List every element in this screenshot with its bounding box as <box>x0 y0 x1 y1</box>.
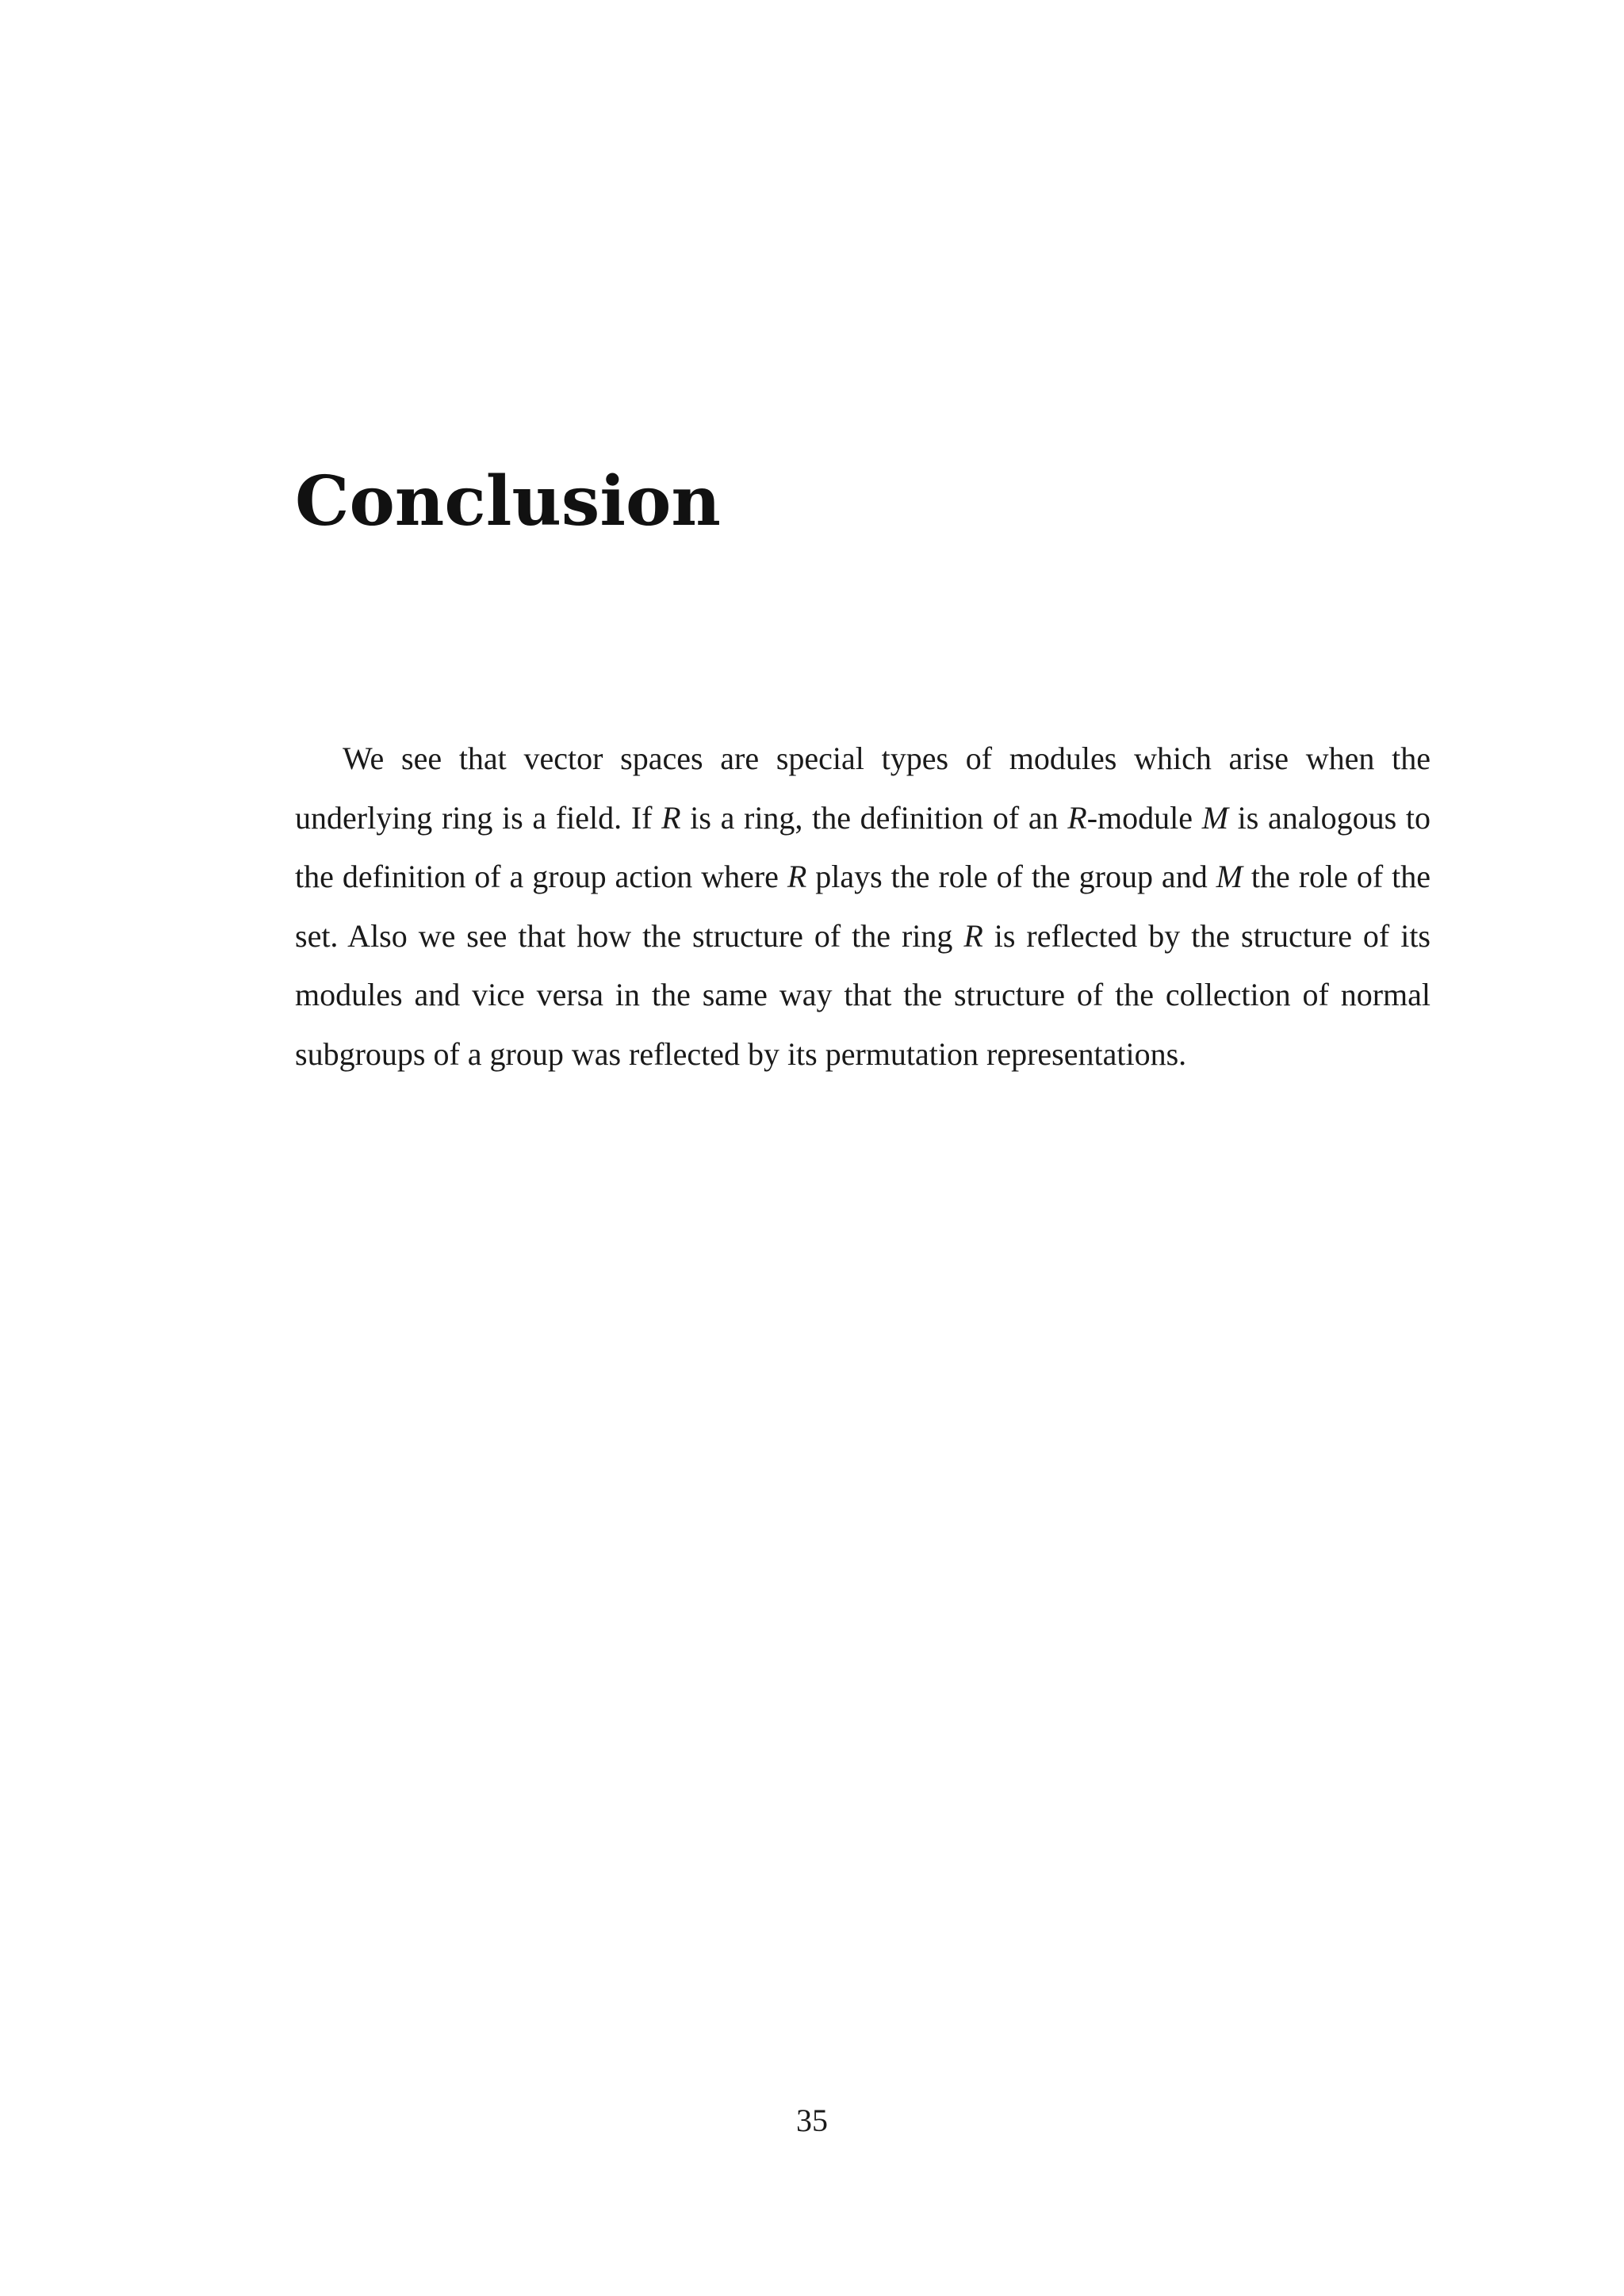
chapter-title: Conclusion <box>295 461 721 541</box>
math-symbol-r: R <box>787 859 807 894</box>
math-symbol-m: M <box>1216 859 1243 894</box>
page-number: 35 <box>796 2103 828 2138</box>
math-symbol-r: R <box>1067 799 1087 836</box>
text-segment: -module <box>1086 799 1202 836</box>
conclusion-paragraph <box>295 729 1431 1084</box>
text-segment: the role of the set. Also we see that how the structure of the ring <box>295 859 1431 954</box>
math-symbol-r: R <box>963 917 983 954</box>
text-segment: is analogous to the definition of a group action where <box>295 799 1431 894</box>
math-symbol-m: M <box>1201 799 1229 836</box>
text-segment: is a ring, the definition of an <box>680 799 1068 836</box>
text-segment: is reflected by the structure of its modules and vice versa in the same way that the structure of the collection of normal subgroups of a group was reflected by its permutation representations. <box>295 917 1431 1072</box>
text-segment: We see that vector spaces are special types of modules which arise when the underlying ring is a field. If <box>295 740 1431 836</box>
math-symbol-r: R <box>661 799 681 836</box>
text-segment: plays the role of the group and <box>806 859 1216 894</box>
